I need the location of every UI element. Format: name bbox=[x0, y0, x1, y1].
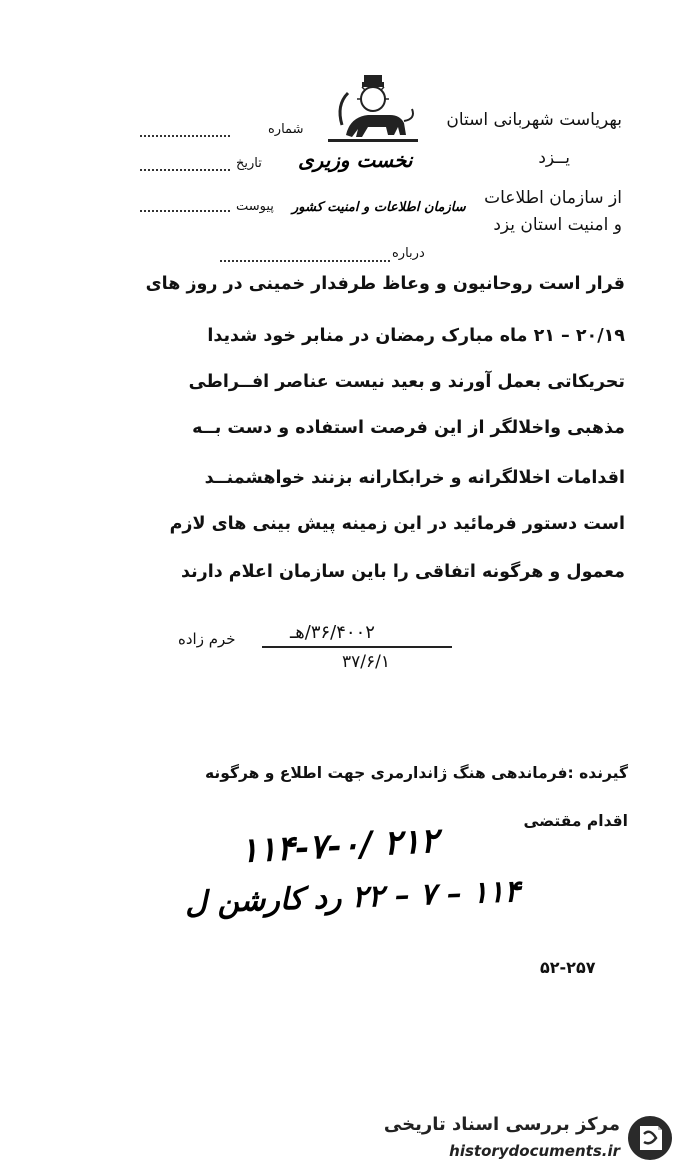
recipient-line1: گیرنده :فرماندهی هنگ ژاندارمری جهت اطلاع و هرگونه bbox=[205, 764, 628, 782]
body-line-4: مذهبی واخلالگر از این فرصت استفاده و دست بــه bbox=[192, 418, 625, 438]
body-line-7: معمول و هرگونه اتفاقی را باین سازمان اعلام دارند bbox=[180, 562, 625, 582]
attachment-label: پیوست bbox=[236, 199, 274, 214]
addressee-line1: بهریاست شهربانی استان bbox=[446, 110, 622, 130]
reference-date: ۳۷/۶/۱ bbox=[342, 652, 390, 672]
body-line-5: اقدامات اخلالگرانه و خرابکارانه بزنند خواهشمنــد bbox=[204, 468, 625, 488]
regarding-label: درباره bbox=[392, 246, 425, 261]
archive-center-logo-icon bbox=[628, 1116, 672, 1160]
reference-number: ۳۶/۴۰۰۲/هـ bbox=[290, 622, 375, 643]
attachment-dots bbox=[140, 200, 230, 212]
body-line-1: قرار است روحانیون و وعاظ طرفدار خمینی در روز های bbox=[145, 274, 625, 294]
reference-underline bbox=[262, 646, 452, 648]
date-dots bbox=[140, 159, 230, 171]
document-code: ۵۲-۲۵۷ bbox=[540, 958, 596, 977]
sender-line2: و امنیت استان یزد bbox=[493, 215, 622, 235]
sender-line1: از سازمان اطلاعات bbox=[484, 188, 622, 208]
handwritten-note-1: ۱۱۴-۷-۰/ ۲۱۲ bbox=[239, 820, 440, 872]
addressee-line2: یــزد bbox=[538, 148, 570, 168]
number-dots bbox=[140, 125, 230, 137]
signatory-name: خرم زاده bbox=[178, 630, 236, 648]
regarding-dots bbox=[220, 250, 390, 262]
recipient-line2: اقدام مقتضی bbox=[523, 812, 628, 830]
date-label: تاریخ bbox=[236, 156, 262, 171]
body-line-6: است دستور فرمائید در این زمینه پیش بینی های لازم bbox=[169, 514, 625, 534]
body-line-2: ۲۰/۱۹ – ۲۱ ماه مبارک رمضان در منابر خود شدیدا bbox=[207, 326, 625, 346]
lion-and-sun-emblem-icon bbox=[328, 75, 418, 155]
emblem-text-prime-ministry: نخست وزیری bbox=[298, 148, 413, 172]
emblem-text-savak: سازمان اطلاعات و امنیت کشور bbox=[292, 200, 466, 215]
watermark-url: historydocuments.ir bbox=[449, 1142, 620, 1160]
handwritten-note-2: ۱۱۴ – ۷ – ۲۲ رد کارشن ل bbox=[184, 874, 521, 921]
number-label: شماره bbox=[268, 122, 304, 137]
watermark-title: مرکز بررسی اسناد تاریخی bbox=[383, 1114, 620, 1135]
body-line-3: تحریکاتی بعمل آورند و بعید نیست عناصر افــراطی bbox=[188, 372, 625, 392]
